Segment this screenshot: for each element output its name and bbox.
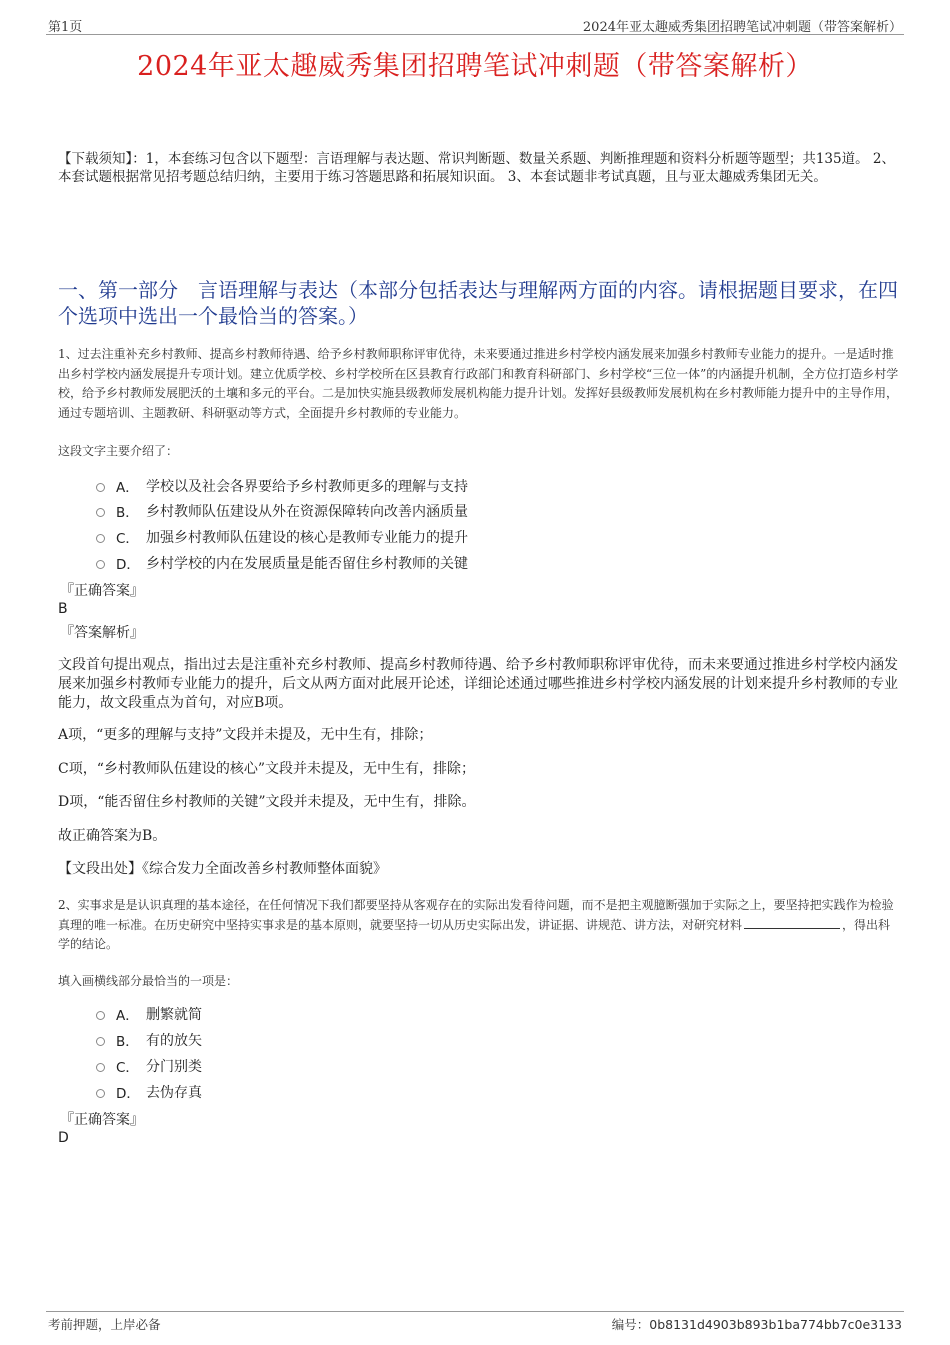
option-letter: A． (116, 480, 139, 496)
option-letter: C． (116, 1060, 139, 1076)
option-text: 乡村学校的内在发展质量是能否留住乡村教师的关键 (146, 556, 468, 572)
q2-answer: D (58, 1130, 69, 1146)
radio-icon[interactable] (96, 1063, 105, 1072)
radio-icon[interactable] (96, 483, 105, 492)
q1-option-c[interactable] (96, 527, 468, 547)
fill-blank (744, 916, 840, 929)
header-divider (46, 34, 904, 35)
q2-option-c[interactable] (96, 1056, 202, 1076)
question-2-text (58, 896, 900, 955)
page-number: 第1页 (48, 20, 83, 35)
q1-answer-label: 『正确答案』 (60, 583, 144, 599)
download-notice: 【下载须知】：1，本套练习包含以下题型：言语理解与表达题、常识判断题、数量关系题、判断推理题和资料分析题等题型；共135道。 2、本套试题根据常见招考题总结归纳，主要用于练习答题思路和拓展知识面。 3、本套试题非考试真题，且与亚太趣威秀集团无关。 (58, 151, 895, 185)
q1-analysis-label: 『答案解析』 (60, 625, 144, 641)
radio-icon[interactable] (96, 1037, 105, 1046)
q1-answer: B (58, 601, 68, 617)
q1-analysis-option-c: C项，“乡村教师队伍建设的核心”文段并未提及，无中生有，排除； (58, 761, 476, 777)
footer-code-value: 0b8131d4903b893b1ba774bb7c0e3133 (649, 1317, 902, 1332)
header-doc-title: 2024年亚太趣威秀集团招聘笔试冲刺题（带答案解析） (582, 20, 902, 35)
q2-answer-label: 『正确答案』 (60, 1112, 144, 1128)
option-letter: C． (116, 531, 139, 547)
option-text: 有的放矢 (146, 1033, 202, 1049)
q1-analysis-option-d: D项，“能否留住乡村教师的关键”文段并未提及，无中生有，排除。 (58, 794, 476, 810)
radio-icon[interactable] (96, 534, 105, 543)
page-title: 2024年亚太趣威秀集团招聘笔试冲刺题（带答案解析） (137, 51, 813, 82)
option-letter: A． (116, 1008, 139, 1024)
q1-analysis-paragraph: 文段首句提出观点，指出过去是注重补充乡村教师、提高乡村教师待遇、给予乡村教师职称评审优待，而未来要通过推进乡村学校内涵发展来加强乡村教师专业能力的提升，后文从两方面对此展开论述，详细论述通过哪些推进乡村学校内涵发展的计划来提升乡村教师的专业能力，故文段重点为首句，对应B项。 (58, 657, 898, 711)
q2-option-d[interactable] (96, 1082, 202, 1102)
q1-option-b[interactable] (96, 501, 468, 521)
option-text: 乡村教师队伍建设从外在资源保障转向改善内涵质量 (146, 504, 468, 520)
question-1-prompt: 这段文字主要介绍了： (58, 444, 179, 458)
footer-divider (46, 1311, 904, 1312)
option-letter: D． (116, 557, 140, 573)
q1-option-d[interactable] (96, 553, 468, 573)
footer-code (612, 1315, 902, 1333)
option-letter: B． (116, 505, 139, 521)
q1-conclusion: 故正确答案为B。 (58, 828, 167, 844)
section-heading: 一、第一部分 言语理解与表达（本部分包括表达与理解两方面的内容。请根据题目要求，在四个选项中选出一个最恰当的答案。） (58, 278, 898, 328)
radio-icon[interactable] (96, 1011, 105, 1020)
radio-icon[interactable] (96, 508, 105, 517)
q2-option-b[interactable] (96, 1030, 202, 1050)
option-text: 学校以及社会各界要给予乡村教师更多的理解与支持 (146, 479, 468, 495)
question-2-text-before: 2、实事求是是认识真理的基本途径，在任何情况下我们都要坚持从客观存在的实际出发看待问题，而不是把主观臆断强加于实际之上，要坚持把实践作为检验真理的唯一标准。在历史研究中坚持实事求是的基本原则，就要坚持一切从历史实际出发，讲证据、讲规范、讲方法，对研究材料 (58, 898, 894, 932)
option-letter: B． (116, 1034, 139, 1050)
option-text: 分门别类 (146, 1059, 202, 1075)
radio-icon[interactable] (96, 1089, 105, 1098)
q1-source: 【文段出处】《综合发力全面改善乡村教师整体面貌》 (58, 861, 387, 877)
radio-icon[interactable] (96, 560, 105, 569)
question-2-prompt: 填入画横线部分最恰当的一项是： (58, 974, 239, 988)
q1-analysis-option-a: A项，“更多的理解与支持”文段并未提及，无中生有，排除； (58, 727, 433, 743)
option-letter: D． (116, 1086, 140, 1102)
footer-slogan: 考前押题，上岸必备 (48, 1317, 161, 1332)
option-text: 去伪存真 (146, 1085, 202, 1101)
option-text: 加强乡村教师队伍建设的核心是教师专业能力的提升 (146, 530, 468, 546)
question-2-text-after: ，得出科学的结论。 (58, 917, 891, 951)
option-text: 删繁就简 (146, 1007, 202, 1023)
question-1-text: 1、过去注重补充乡村教师、提高乡村教师待遇、给予乡村教师职称评审优待，未来要通过推进乡村学校内涵发展来加强乡村教师专业能力的提升。一是适时推出乡村学校内涵发展提升专项计划。建立优质学校、乡村学校所在区县教育行政部门和教育科研部门、乡村学校“三位一体”的内涵提升机制，全方位打造乡村学校，给予乡村教师发展肥沃的土壤和多元的平台。二是加快实施县级教师发展机构能力提升计划。发挥好县级教师发展机构在乡村教师能力提升中的主导作用，通过专题培训、主题教研、科研驱动等方式，全面提升乡村教师的专业能力。 (58, 347, 899, 420)
q1-option-a[interactable] (96, 476, 468, 496)
q2-option-a[interactable] (96, 1004, 202, 1024)
footer-code-label: 编号： (611, 1317, 650, 1332)
